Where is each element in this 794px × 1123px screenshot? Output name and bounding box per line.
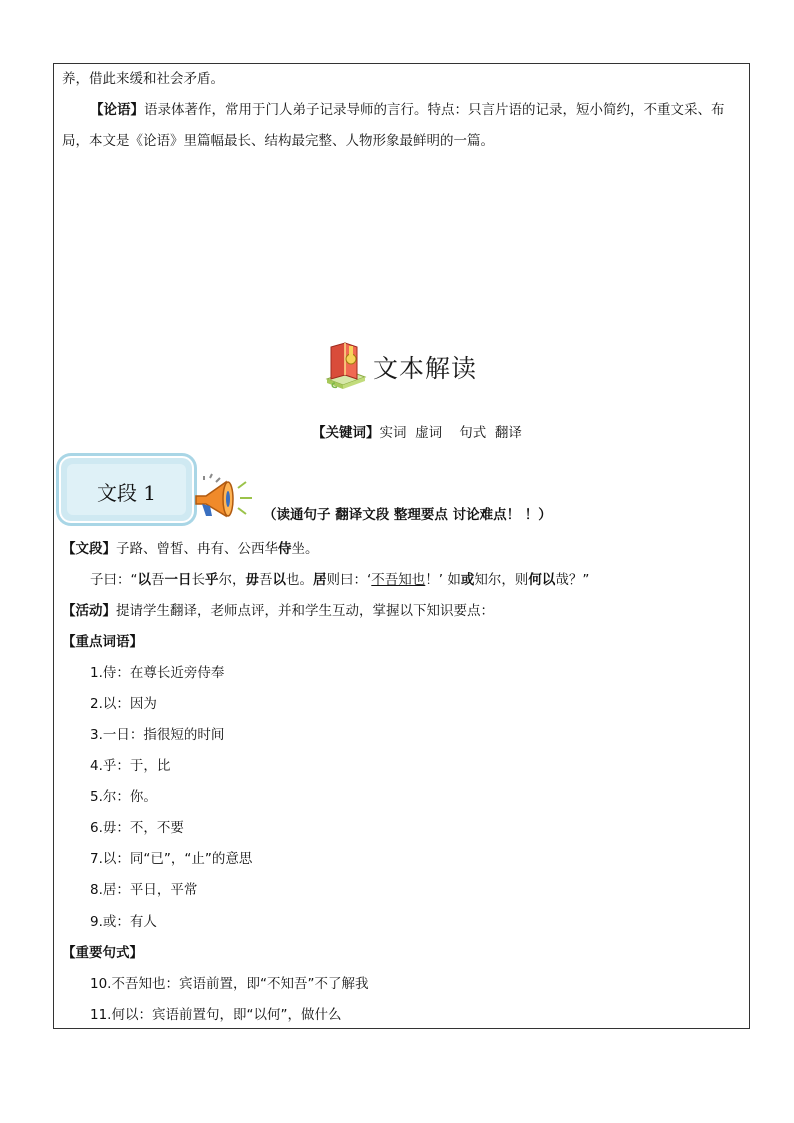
t2h: 毋 [245, 572, 259, 588]
badge-label: 文段 1 [96, 481, 157, 505]
lunyu-tag: 【论语】 [90, 102, 144, 118]
section-title [321, 333, 491, 389]
text-tag: 【文段】 [62, 541, 116, 557]
lunyu-paragraph [90, 101, 725, 119]
list-item: 9.或：有人 [90, 914, 157, 930]
text-line-2 [90, 571, 589, 589]
list-item: 2.以：因为 [90, 696, 157, 712]
t2l: 居 [313, 572, 327, 588]
t2m: 则曰：‘ [326, 572, 372, 588]
list-item: 4.乎：于，比 [90, 758, 171, 774]
text-1-c: 坐。 [291, 541, 319, 557]
sentence-patterns-tag: 【重要句式】 [62, 945, 143, 961]
activity-line [62, 602, 494, 620]
t2q: 知尔，则 [474, 572, 529, 588]
list-item: 10.不吾知也：宾语前置，即“不知吾”不了解我 [90, 976, 369, 992]
t2s: 哉？” [555, 572, 590, 588]
list-item: 7.以：同“已”，“止”的意思 [90, 851, 253, 867]
paragraph-instruction: （读通句子 翻译文段 整理要点 讨论难点！ ！） [263, 507, 552, 523]
t2j: 以 [272, 572, 286, 588]
t2i: 吾 [259, 572, 273, 588]
t2c: 吾 [151, 572, 165, 588]
t2r: 何以 [528, 572, 556, 588]
list-item: 3.一日：指很短的时间 [90, 727, 225, 743]
t2k: 也。 [286, 572, 313, 588]
keywords-tag: 【关键词】 [312, 425, 380, 441]
t2d: 一日 [164, 572, 192, 588]
lunyu-text-2: 局，本文是《论语》里篇幅最长、结构最完整、人物形象最鲜明的一篇。 [62, 133, 494, 149]
activity-text: 提请学生翻译，老师点评，并和学生互动，掌握以下知识要点： [116, 603, 494, 619]
list-item: 11.何以：宾语前置句，即“以何”，做什么 [90, 1007, 342, 1023]
t2e: 长 [191, 572, 205, 588]
list-item: 6.毋：不，不要 [90, 820, 184, 836]
activity-tag: 【活动】 [62, 603, 116, 619]
t2p: 或 [460, 572, 475, 588]
section-title-text: 文本解读 [373, 354, 478, 383]
books-icon [321, 333, 371, 389]
keywords-text: 实词 虚词 句式 翻译 [379, 425, 522, 441]
t2g: 尔， [218, 572, 246, 588]
megaphone-icon [192, 472, 258, 522]
t2n: 不吾知也 [371, 572, 426, 588]
keywords-line [312, 424, 522, 442]
t2b: 以 [137, 572, 151, 588]
text-1-b: 侍 [278, 541, 292, 557]
text-line-1 [62, 540, 319, 558]
t2f: 乎 [205, 572, 219, 588]
key-words-tag: 【重点词语】 [62, 634, 143, 650]
list-item: 8.居：平日，平常 [90, 882, 198, 898]
paragraph-badge [61, 458, 192, 521]
list-item: 5.尔：你。 [90, 789, 157, 805]
t2a: 子曰：“ [90, 572, 138, 588]
lunyu-text-1: 语录体著作，常用于门人弟子记录导师的言行。特点：只言片语的记录，短小简约，不重文采、布 [144, 102, 725, 118]
t2o: ！’ 如 [425, 572, 461, 588]
intro-line: 养，借此来缓和社会矛盾。 [62, 71, 224, 87]
list-item: 1.侍：在尊长近旁侍奉 [90, 665, 225, 681]
text-1-a: 子路、曾皙、冉有、公西华 [116, 541, 278, 557]
